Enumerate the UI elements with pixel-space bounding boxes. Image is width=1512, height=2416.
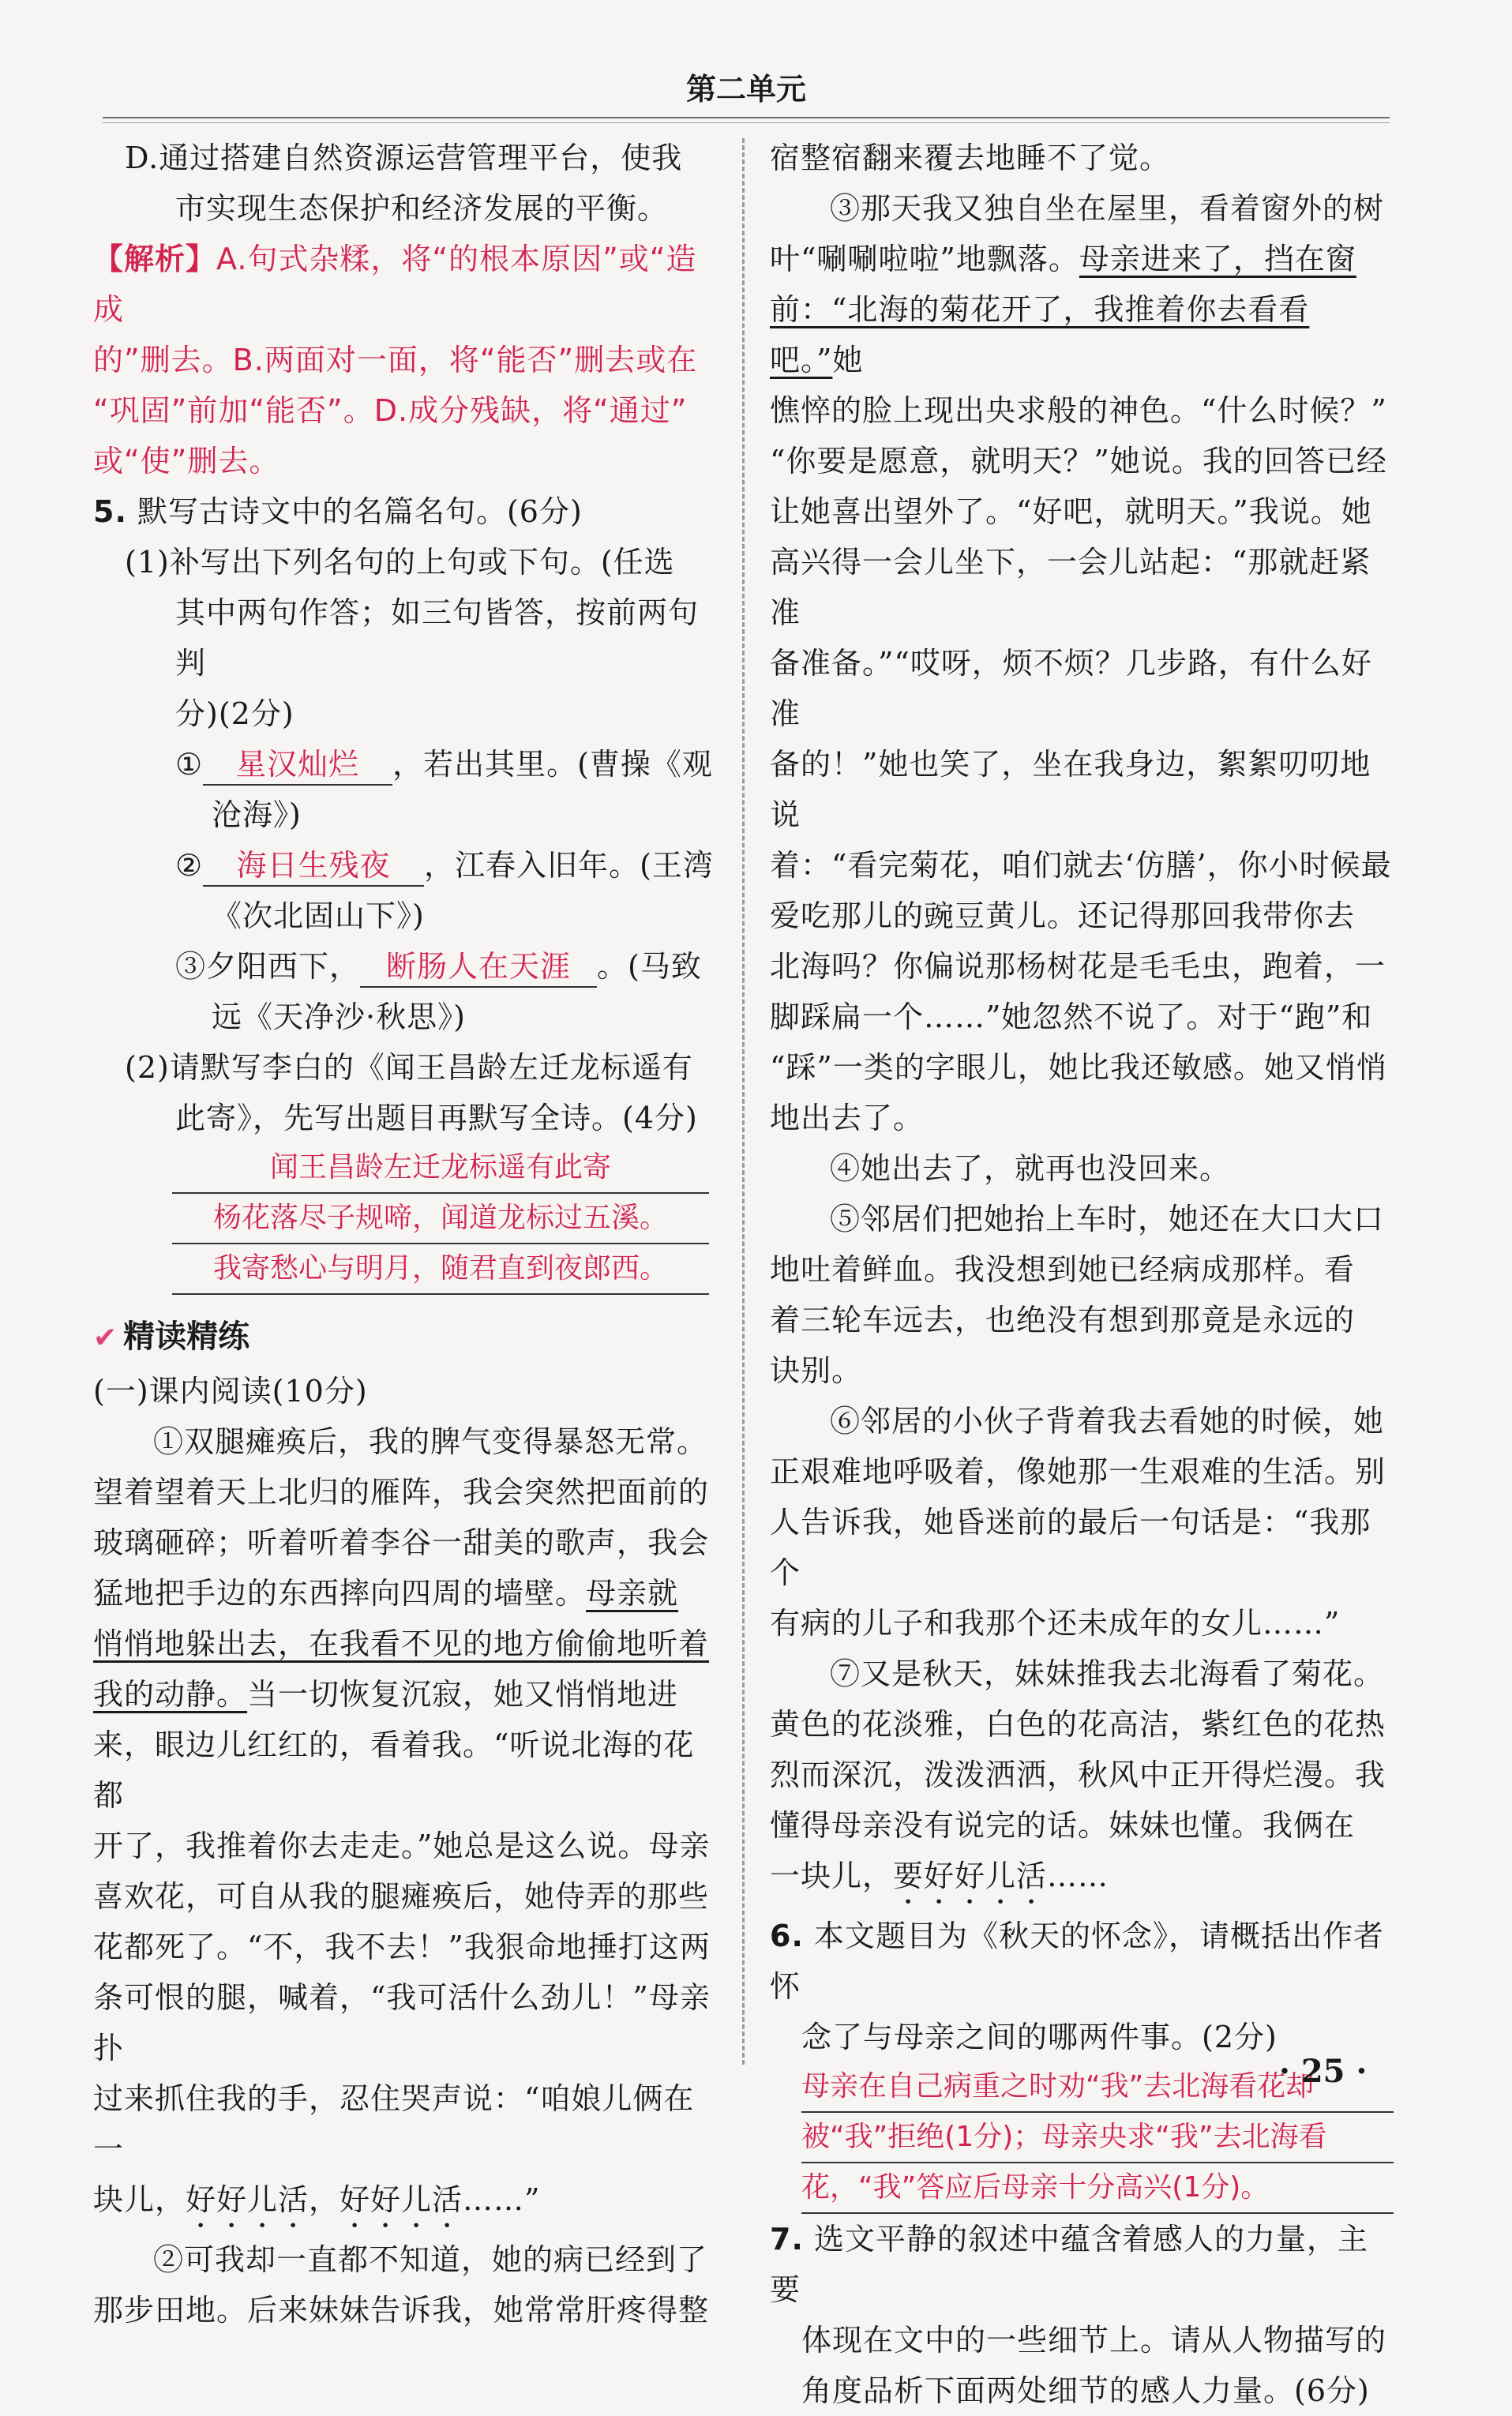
blank-1-answer[interactable]: 星汉灿烂 (203, 745, 392, 786)
p7-text: …… (1047, 1859, 1109, 1893)
blank-item-2 (93, 840, 717, 891)
q5-2-instr-1: (2)请默写李白的《闻王昌龄左迁龙标遥有 (125, 1050, 693, 1085)
p3-line: 高兴得一会儿坐下，一会儿站起：“那就赶紧准 (770, 545, 1371, 630)
q6-answer-line-1[interactable]: 母亲在自己病重之时劝“我”去北海看花却 (801, 2062, 1394, 2113)
header-rule (103, 122, 1390, 123)
p1-line: ①双腿瘫痪后，我的脾气变得暴怒无常。 (153, 1424, 708, 1459)
analysis-text-2: 的”删去。B.两面对一面，将“能否”删去或在 (93, 343, 698, 377)
p1-text: 猛地把手边的东西摔向四周的墙壁。 (93, 1576, 587, 1611)
q4-option-d: D.通过搭建自然资源运营管理平台，使我 (125, 141, 683, 175)
q5-title-text: 默写古诗文中的名篇名句。(6分) (137, 494, 583, 529)
q7-text-3: 角度品析下面两处细节的感人力量。(6分) (801, 2373, 1370, 2408)
p1-text: ……” (463, 2182, 541, 2217)
p7-dotted-emphasis: 要好好儿活 (893, 1859, 1048, 1893)
passage-para-2 (93, 2234, 717, 2335)
left-column (93, 133, 717, 2335)
page-header (103, 46, 1390, 118)
p3-text: 叶“唰唰啦啦”地飘落。 (770, 242, 1079, 276)
p3-line: 备准备。”“哎呀，烦不烦？几步路，有什么好准 (770, 646, 1372, 731)
p3-line: 脚踩扁一个……”她忽然不说了。对于“跑”和 (770, 1000, 1373, 1034)
p1-line: 玻璃砸碎；听着听着李谷一甜美的歌声，我会 (93, 1525, 710, 1560)
p2-line: 宿整宿翻来覆去地睡不了觉。 (770, 141, 1171, 175)
p7-line (770, 1851, 1394, 1911)
p1-line: 条可恨的腿，喊着，“我可活什么劲儿！”母亲扑 (93, 1980, 711, 2065)
p3-line: “踩”一类的字眼儿，她比我还敏感。她又悄悄 (770, 1050, 1387, 1085)
p3-line: ③那天我又独自坐在屋里，看着窗外的树 (830, 191, 1385, 226)
blank-1-prefix: ① (175, 747, 204, 782)
p2-line: 那步田地。后来妹妹告诉我，她常常肝疼得整 (93, 2293, 710, 2328)
blank-3-prefix: ③夕阳西下， (175, 949, 361, 984)
p1-line: 开了，我推着你去走走。”她总是这么说。母亲 (93, 1829, 711, 1863)
blank-3-source: 远《天净沙·秋思》) (212, 1000, 466, 1034)
p5-line: 着三轮车远去，也绝没有想到那竟是永远的 (770, 1303, 1356, 1337)
blank-item-1 (93, 739, 717, 790)
p3-line: 北海吗？你偏说那杨树花是毛毛虫，跑着，一 (770, 949, 1386, 984)
section-heading-text: 精读精练 (123, 1319, 250, 1355)
passage-para-5 (770, 1194, 1394, 1396)
p1-line (93, 1669, 717, 1720)
p6-line: 人告诉我，她昏迷前的最后一句话是：“我那个 (770, 1505, 1371, 1590)
q6-title (770, 1911, 1394, 2012)
poem-line-2[interactable]: 我寄愁心与明月，随君直到夜郎西。 (172, 1244, 709, 1295)
passage-para-1 (93, 1416, 717, 2234)
p3-line: 着：“看完菊花，咱们就去‘仿膳’，你小时候最 (770, 848, 1392, 883)
p7-line: 黄色的花淡雅，白色的花高洁，紫红色的花热 (770, 1707, 1386, 1742)
p3-line: “你要是愿意，就明天？”她说。我的回答已经 (770, 444, 1387, 478)
p3-line: 地出去了。 (770, 1101, 925, 1135)
q6-text-2: 念了与母亲之间的哪两件事。(2分) (801, 2020, 1278, 2054)
column-divider (742, 138, 745, 2065)
q6-answer-line-3[interactable]: 花，“我”答应后母亲十分高兴(1分)。 (801, 2163, 1394, 2214)
q5-1-instr-3: 分)(2分) (175, 696, 295, 731)
p3-text: 她 (832, 343, 864, 377)
p7-line: ⑦又是秋天，妹妹推我去北海看了菊花。 (830, 1656, 1385, 1691)
p1-line: 望着望着天上北归的雁阵，我会突然把面前的 (93, 1475, 710, 1510)
blank-2-answer[interactable]: 海日生残夜 (203, 846, 424, 887)
page-number: · 25 · (1279, 2053, 1368, 2090)
p1-dotted-emphasis: 好好儿活，好好儿活 (186, 2182, 463, 2217)
analysis-text-4: 或“使”删去。 (93, 444, 280, 478)
q7-text-2: 体现在文中的一些细节上。请从人物描写的 (801, 2323, 1387, 2358)
p3-underlined-detail: 母亲进来了，挡在窗 (1079, 242, 1356, 276)
q5-1-instr-1: (1)补写出下列名句的上句或下句。(任选 (125, 545, 675, 580)
passage-para-6 (770, 1396, 1394, 1649)
p5-line: ⑤邻居们把她抬上车时，她还在大口大口 (830, 1202, 1385, 1236)
p3-underlined-detail: 前：“北海的菊花开了，我推着你去看看吧。” (770, 292, 1310, 377)
p1-underlined-detail: 悄悄地躲出去，在我看不见的地方偷偷地听着 (93, 1626, 710, 1661)
p5-line: 诀别。 (770, 1353, 863, 1388)
p3-line (770, 234, 1394, 284)
q5-title (93, 486, 717, 537)
p3-line: 让她喜出望外了。“好吧，就明天。”我说。她 (770, 494, 1372, 529)
q5-number: 5. (93, 494, 127, 529)
blank-2-suffix: ，江春入旧年。(王湾 (424, 848, 714, 883)
analysis-text-3: “巩固”前加“能否”。D.成分残缺，将“通过” (93, 393, 688, 428)
blank-2-prefix: ② (175, 848, 204, 883)
q6-text-1: 本文题目为《秋天的怀念》，请概括出作者怀 (770, 1919, 1384, 2004)
p1-line: 来，眼边儿红红的，看着我。“听说北海的花都 (93, 1728, 695, 1813)
q5-1-instr-2: 其中两句作答；如三句皆答，按前两句判 (175, 595, 700, 681)
p3-line (770, 284, 1394, 385)
analysis-text-1: A.句式杂糅，将“的根本原因”或“造成 (93, 242, 697, 327)
p6-line: 正艰难地呼吸着，像她那一生艰难的生活。别 (770, 1454, 1386, 1489)
section-heading (93, 1309, 717, 1366)
blank-3-answer[interactable]: 断肠人在天涯 (360, 947, 597, 988)
p1-line: 喜欢花，可自从我的腿瘫痪后，她侍弄的那些 (93, 1879, 710, 1914)
p1-line (93, 1568, 717, 1619)
p1-underlined-detail: 我的动静。 (93, 1677, 248, 1712)
q6-answer-line-2[interactable]: 被“我”拒绝(1分)；母亲央求“我”去北海看 (801, 2113, 1394, 2163)
analysis-tag: 【解析】 (93, 242, 217, 276)
q5-2-instr-2: 此寄》，先写出题目再默写全诗。(4分) (175, 1101, 698, 1135)
q7-number: 7. (770, 2222, 804, 2257)
p6-line: ⑥邻居的小伙子背着我去看她的时候，她 (830, 1404, 1385, 1439)
checkmark-icon: ✔ (93, 1322, 118, 1354)
reading-title: (一)课内阅读(10分) (93, 1374, 368, 1409)
p1-line: 花都死了。“不，我不去！”我狠命地捶打这两 (93, 1930, 711, 1964)
passage-para-4: ④她出去了，就再也没回来。 (830, 1151, 1231, 1186)
p7-line: 懂得母亲没有说完的话。妹妹也懂。我俩在 (770, 1808, 1356, 1843)
poem-line-1[interactable]: 杨花落尽子规啼，闻道龙标过五溪。 (172, 1194, 709, 1244)
p3-line: 备的！”她也笑了，坐在我身边，絮絮叨叨地说 (770, 747, 1371, 832)
blank-item-3 (93, 941, 717, 992)
q4-option-d-cont: 市实现生态保护和经济发展的平衡。 (175, 191, 669, 226)
q7-text-1: 选文平静的叙述中蕴含着感人的力量，主要 (770, 2222, 1368, 2307)
p7-line: 烈而深沉，泼泼洒洒，秋风中正开得烂漫。我 (770, 1758, 1386, 1792)
p7-text: 一块儿， (770, 1859, 894, 1893)
p5-line: 地吐着鲜血。我没想到她已经病成那样。看 (770, 1252, 1356, 1287)
q6-number: 6. (770, 1919, 804, 1953)
p6-line: 有病的儿子和我那个还未成年的女儿……” (770, 1606, 1341, 1641)
p3-line: 爱吃那儿的豌豆黄儿。还记得那回我带你去 (770, 898, 1356, 933)
p1-text: 当一切恢复沉寂，她又悄悄地进 (247, 1677, 679, 1712)
unit-title: 第二单元 (685, 72, 806, 107)
blank-1-suffix: ，若出其里。(曹操《观 (392, 747, 713, 782)
blank-1-source: 沧海》) (212, 797, 302, 832)
poem-title-line[interactable]: 闻王昌龄左迁龙标遥有此寄 (172, 1143, 709, 1194)
analysis-block (93, 234, 717, 486)
p3-line: 憔悴的脸上现出央求般的神色。“什么时候？” (770, 393, 1387, 428)
passage-para-7 (770, 1649, 1394, 1911)
p1-underlined-detail: 母亲就 (586, 1576, 679, 1611)
p1-line: 过来抓住我的手，忍住哭声说：“咱娘儿俩在一 (93, 2081, 695, 2167)
q7-title (770, 2214, 1394, 2315)
p2-line: ②可我却一直都不知道，她的病已经到了 (153, 2242, 708, 2277)
p1-text: 块儿， (93, 2182, 186, 2217)
passage-para-3 (770, 183, 1394, 1143)
blank-3-suffix: 。(马致 (597, 949, 702, 984)
blank-2-source: 《次北固山下》) (212, 898, 425, 933)
p1-line (93, 2174, 717, 2234)
